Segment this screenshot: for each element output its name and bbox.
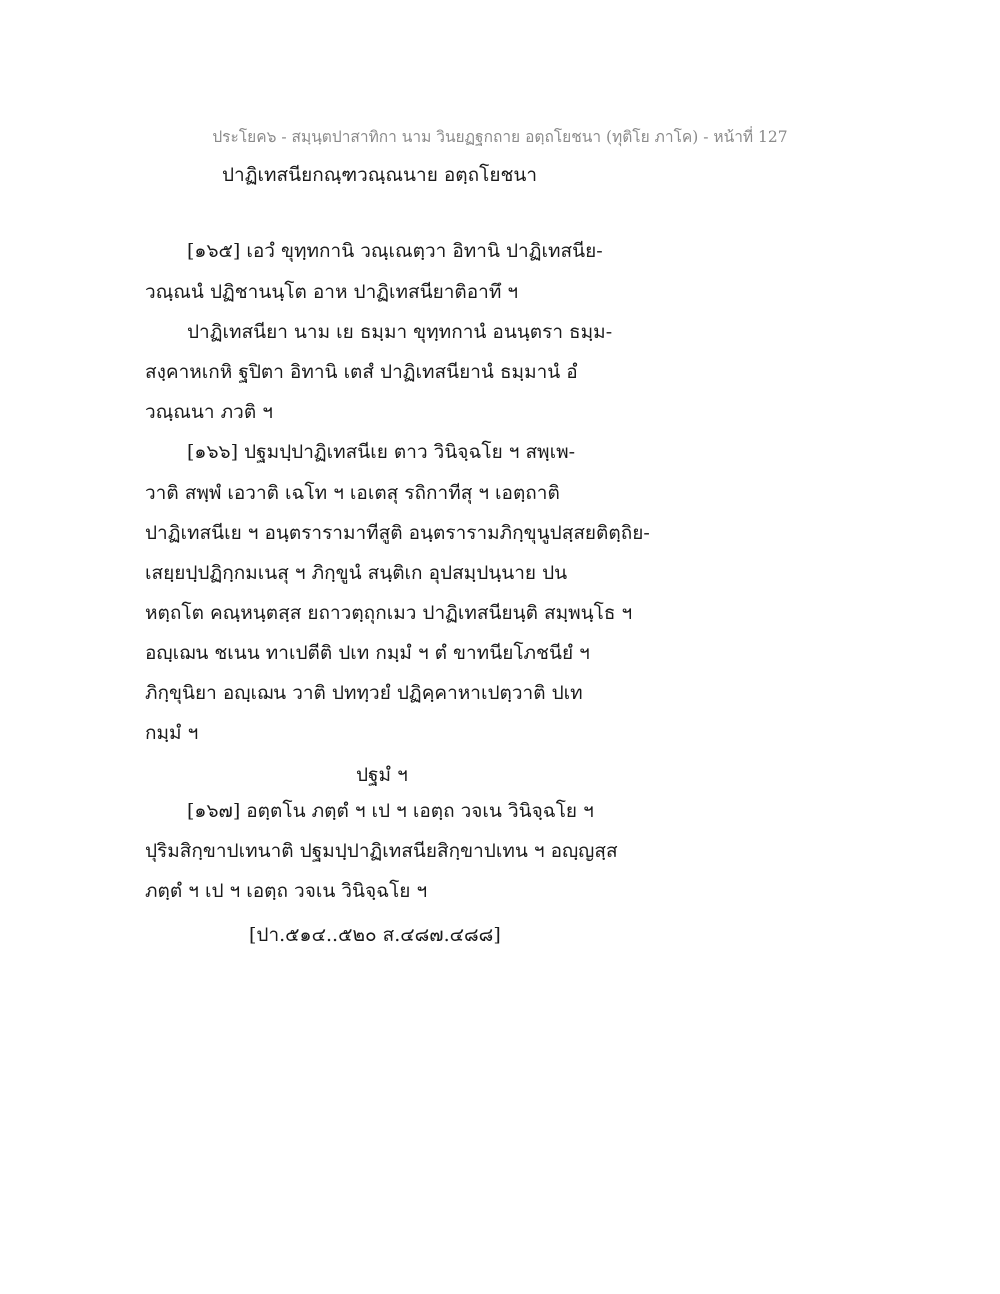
section-title: ปาฏิเทสนียกณฺฑวณฺณนาย อตฺถโยชนา	[222, 164, 538, 186]
paragraph-166-line-4: เสยฺยปฺปฏิกฺกมเนสุ ฯ ภิกฺขูนํ สนฺติเก อุปสมฺปนฺนาย ปน	[145, 562, 568, 584]
paragraph-166-line-1: [๑๖๖] ปฐมปฺปาฏิเทสนีเย ตาว วินิจฺฉโย ฯ สพฺเพ-	[187, 441, 576, 463]
paragraph-166-line-3: ปาฏิเทสนีเย ฯ อนฺตรารามาทีสูติ อนฺตรารามภิกฺขุนูปสฺสยติตฺถิย-	[145, 522, 650, 544]
paragraph-165-line-1: [๑๖๕] เอวํ ขุทฺทกานิ วณฺเณตฺวา อิทานิ ปาฏิเทสนีย-	[187, 240, 603, 262]
paragraph-166-line-6: อญฺเฌน ชเนน ทาเปตีติ ปเท กมฺมํ ฯ ตํ ขาทนียโภชนียํ ฯ	[145, 642, 590, 664]
paragraph-166-line-5: หตฺถโต คณฺหนฺตสฺส ยถาวตฺถุกเมว ปาฏิเทสนียนฺติ สมฺพนฺโธ ฯ	[145, 602, 633, 624]
paragraph-166-line-8: กมฺมํ ฯ	[145, 722, 199, 744]
paragraph-desc-line-1: ปาฏิเทสนียา นาม เย ธมฺมา ขุทฺทกานํ อนนฺตรา ธมฺม-	[187, 321, 613, 343]
page-reference: [ปา.๕๑๔..๕๒๐ ส.๔๘๗.๔๘๘]	[249, 924, 501, 946]
paragraph-165-line-2: วณฺณนํ ปฏิชานนฺโต อาห ปาฏิเทสนียาติอาทึ ฯ	[145, 281, 519, 303]
paragraph-desc-line-3: วณฺณนา ภวติ ฯ	[145, 401, 273, 423]
paragraph-desc-line-2: สงฺคาหเกหิ ฐปิตา อิทานิ เตสํ ปาฏิเทสนียานํ ธมฺมานํ อํ	[145, 361, 578, 383]
subheading: ปฐมํ ฯ	[356, 764, 408, 786]
paragraph-166-line-7: ภิกฺขุนิยา อญฺเฌน วาติ ปททฺวยํ ปฏิคฺคาหาเปตฺวาติ ปเท	[145, 682, 583, 704]
paragraph-167-line-1: [๑๖๗] อตฺตโน ภตฺตํ ฯ เป ฯ เอตฺถ วจเน วินิจฺฉโย ฯ	[187, 800, 594, 822]
paragraph-166-line-2: วาติ สพฺพํ เอวาติ เฉโท ฯ เอเตสุ รถิกาทีสุ ฯ เอตฺถาติ	[145, 482, 560, 504]
running-header: ประโยค๖ - สมฺนฺตปาสาทิกา นาม วินยฏฐกถาย อตฺถโยชนา (ทุติโย ภาโค) - หน้าที่ 127	[212, 128, 788, 146]
paragraph-167-line-3: ภตฺตํ ฯ เป ฯ เอตฺถ วจเน วินิจฺฉโย ฯ	[145, 880, 428, 902]
paragraph-167-line-2: ปุริมสิกฺขาปเทนาติ ปฐมปฺปาฏิเทสนียสิกฺขาปเทน ฯ อญฺญสฺส	[145, 840, 618, 862]
